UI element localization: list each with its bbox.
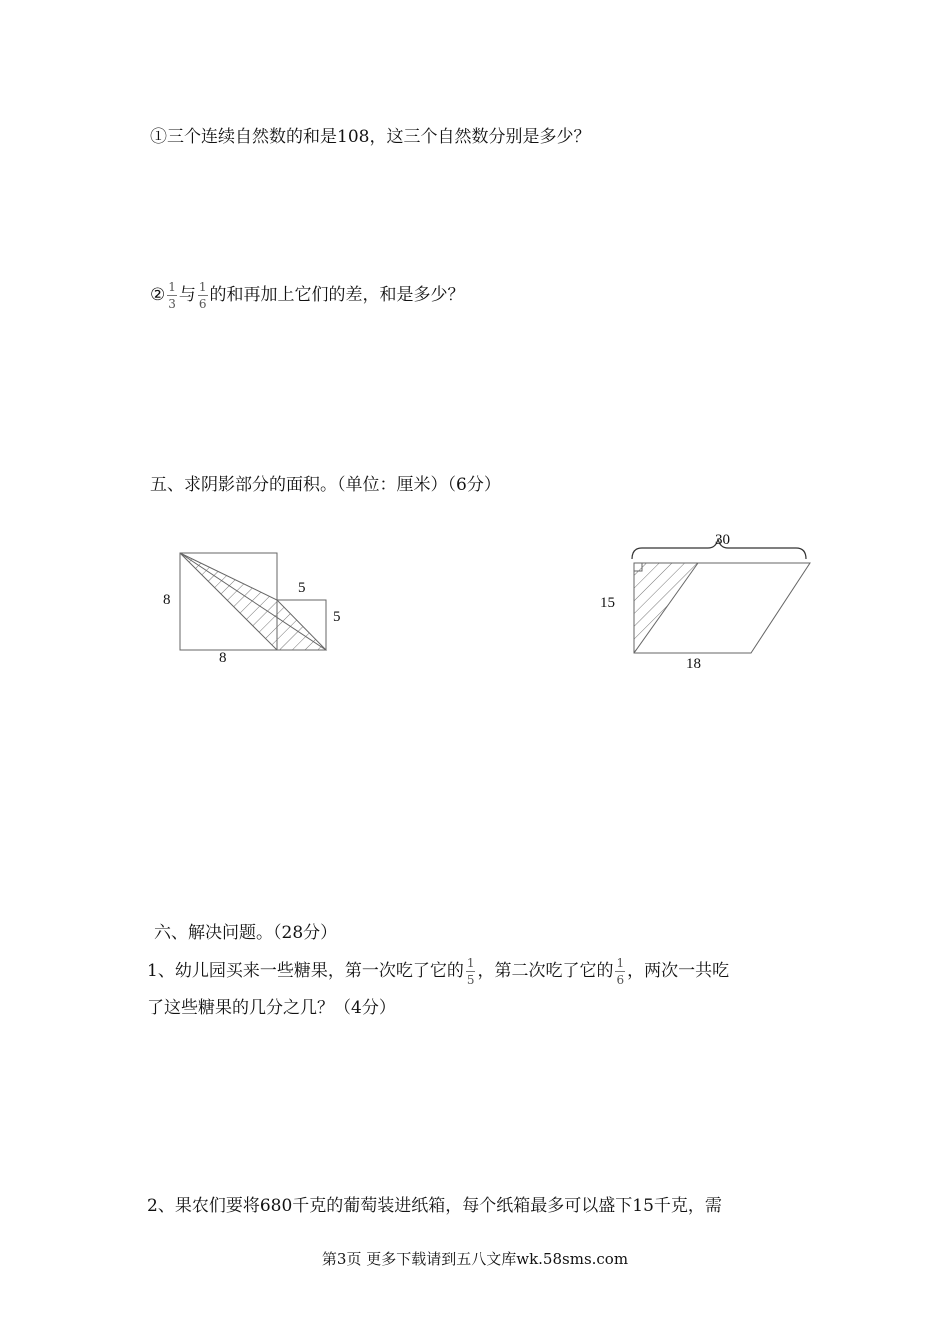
problem1-line2: 了这些糖果的几分之几？（4分）: [147, 998, 396, 1018]
diagonal-line: [180, 553, 326, 650]
q4-item2-suffix: 的和再加上它们的差，和是多少？: [209, 285, 465, 305]
problem1-text-b: ，第二次吃了它的: [477, 961, 614, 981]
problem1-line1: [147, 957, 729, 986]
label-bottom-8: 8: [219, 650, 227, 666]
label-step-5: 5: [298, 580, 306, 596]
label-right-5: 5: [333, 609, 341, 625]
fraction-one-sixth: $\frac{1}{6}$: [198, 280, 207, 311]
problem2: 2、果农们要将680千克的葡萄装进纸箱，每个纸箱最多可以盛下15千克，需: [147, 1196, 722, 1216]
section6-title: 六、解决问题。（28分）: [154, 923, 338, 943]
section5-title: 五、求阴影部分的面积。（单位：厘米）（6分）: [150, 475, 501, 495]
q4-item2-prefix: ②: [150, 285, 166, 305]
label-top-30: 30: [715, 532, 730, 548]
problem1-text-a: 1、幼儿园买来一些糖果，第一次吃了它的: [147, 961, 464, 981]
q4-item1: ①三个连续自然数的和是108，这三个自然数分别是多少？: [150, 127, 591, 147]
label-left-15: 15: [600, 595, 615, 611]
fraction-one-fifth: $\frac{1}{5}$: [466, 956, 475, 987]
label-left-8: 8: [163, 592, 171, 608]
figure-squares: [163, 553, 341, 666]
q4-item2-mid: 与: [178, 285, 196, 305]
page-footer: 第3页 更多下载请到五八文库wk.58sms.com: [321, 1250, 629, 1268]
figure-parallelogram: [600, 532, 810, 672]
problem1-text-c: ，两次一共吃: [627, 961, 730, 981]
fraction-one-third: $\frac{1}{3}$: [168, 280, 176, 311]
fraction-one-sixth-2: $\frac{1}{6}$: [616, 956, 625, 987]
label-bottom-18: 18: [686, 656, 701, 672]
